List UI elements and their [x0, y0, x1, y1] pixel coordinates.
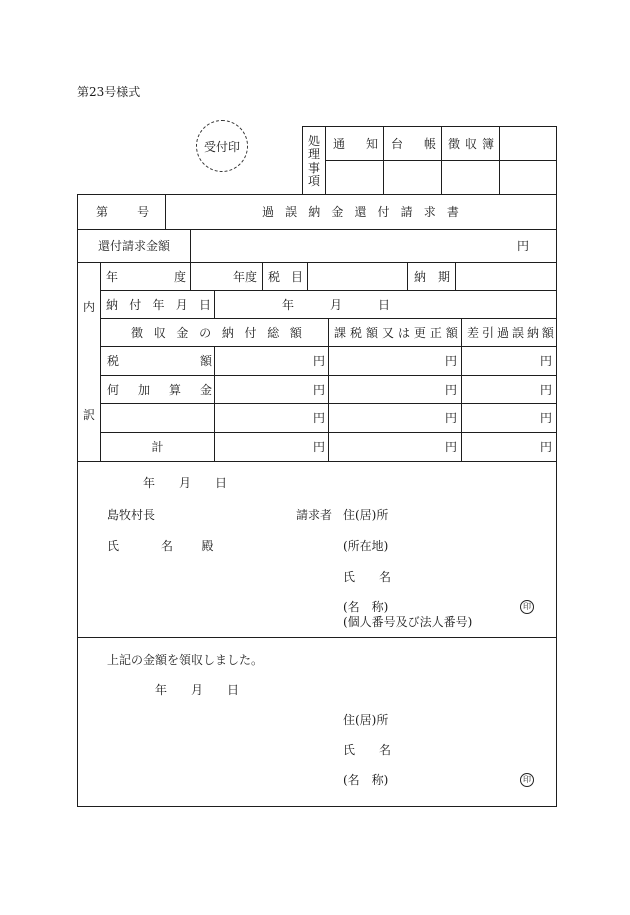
- breakdown-label-cell: [77, 262, 101, 462]
- label-character: 月: [175, 297, 188, 312]
- processing-label-cell: [302, 126, 326, 195]
- table-cell: [328, 432, 462, 462]
- label-character: 訳: [82, 408, 95, 422]
- label-character: 正: [429, 325, 442, 340]
- row-tax-amount-label-cell: [100, 346, 215, 376]
- addressee-office: 島牧村長: [107, 508, 156, 522]
- tax-item-field: [307, 262, 408, 291]
- table-cell: [328, 346, 462, 376]
- label-character: 引: [481, 325, 494, 340]
- due-label: [414, 270, 450, 284]
- label-character: 何: [107, 382, 120, 397]
- label-character: 差: [467, 325, 480, 340]
- label-character: 内: [82, 300, 95, 314]
- receipt-address-label: 住(居)所: [343, 713, 389, 727]
- processing-field-blank: [499, 160, 557, 195]
- fiscal-year-label: [106, 270, 186, 284]
- label-character: 誤: [285, 205, 298, 219]
- processing-field-collection-book: [441, 160, 500, 195]
- table-cell: [214, 375, 329, 404]
- tax-item-label-cell: [262, 262, 308, 291]
- yen-unit: 円: [312, 354, 325, 368]
- label-character: 更: [413, 325, 426, 340]
- label-character: 額: [541, 325, 554, 340]
- yen-unit: 円: [539, 440, 552, 454]
- row-total-label: 計: [151, 440, 164, 454]
- row-blank-label-cell: [100, 403, 215, 433]
- label-character: 税: [268, 269, 281, 284]
- label-character: 過: [496, 325, 509, 340]
- label-character: 納: [106, 297, 119, 312]
- breakdown-label: [78, 301, 100, 422]
- processing-label: [303, 135, 325, 188]
- label-character: 還: [354, 205, 367, 219]
- addressee-name: 氏 名 殿: [107, 539, 216, 553]
- processing-header-blank: [499, 126, 557, 161]
- processing-header-collection-book-label: [448, 137, 494, 151]
- processing-header-ledger-label: [391, 137, 436, 151]
- table-cell: [214, 346, 329, 376]
- label-character: 金: [199, 382, 212, 397]
- yen-unit: 円: [312, 440, 325, 454]
- label-character: 付: [377, 205, 390, 219]
- table-cell: [328, 403, 462, 433]
- yen-unit: 円: [539, 382, 552, 397]
- label-character: は: [397, 325, 410, 340]
- claimant-seal-mark: [520, 600, 534, 614]
- receipt-name-label: 氏 名: [343, 743, 392, 757]
- label-character: 度: [173, 269, 186, 284]
- receipt-date: 年 月 日: [155, 683, 240, 697]
- claimant-seal-label: 印: [523, 602, 531, 611]
- label-character: 書: [446, 205, 459, 219]
- column-header-overpaid-label: [467, 326, 554, 340]
- receipt-section: [77, 637, 557, 807]
- label-character: 請: [400, 205, 413, 219]
- table-cell: [461, 432, 557, 462]
- table-cell: [214, 403, 329, 433]
- claimant-label: 請求者: [296, 508, 333, 522]
- yen-unit: 円: [444, 411, 457, 425]
- yen-unit: 円: [444, 440, 457, 454]
- column-header-total-paid-label: [131, 326, 302, 340]
- payment-date-value: 年 月 日: [282, 297, 391, 312]
- label-character: 徴: [448, 136, 461, 151]
- label-character: 通: [333, 136, 346, 151]
- label-character: 簿: [481, 136, 494, 151]
- yen-unit: 円: [444, 382, 457, 397]
- fiscal-year-field: [190, 262, 263, 291]
- label-character: 目: [290, 269, 303, 284]
- label-character: の: [199, 325, 212, 340]
- label-character: 額: [365, 325, 378, 340]
- label-character: 収: [153, 325, 166, 340]
- refund-amount-field: [190, 229, 557, 263]
- label-character: 処: [307, 134, 320, 148]
- label-character: 年: [106, 269, 119, 284]
- label-character: 総: [267, 325, 280, 340]
- receipt-seal-label: 印: [523, 775, 531, 784]
- label-character: 納: [308, 205, 321, 219]
- table-cell: [214, 432, 329, 462]
- refund-amount-label: 還付請求金額: [97, 239, 170, 253]
- column-header-total-paid: [100, 318, 329, 347]
- table-cell: [461, 346, 557, 376]
- yen-unit: 円: [312, 411, 325, 425]
- label-character: 額: [445, 325, 458, 340]
- row-tax-amount-label: [107, 354, 212, 368]
- label-character: 求: [423, 205, 436, 219]
- label-character: 期: [437, 269, 450, 284]
- label-character: 事: [307, 160, 320, 175]
- reception-stamp: [196, 120, 248, 172]
- page-title: [262, 205, 459, 219]
- number-label: 第 号: [96, 205, 151, 219]
- yen-unit: 円: [539, 411, 552, 425]
- table-cell: [328, 375, 462, 404]
- receipt-corp-name-label: (名 称): [343, 773, 389, 787]
- reception-stamp-label: 受付印: [203, 139, 240, 154]
- label-character: 税: [349, 325, 362, 340]
- label-character: 納: [414, 269, 427, 284]
- fiscal-year-suffix: 年度: [232, 269, 257, 284]
- yen-unit: 円: [444, 354, 457, 368]
- label-character: 納: [221, 325, 234, 340]
- refund-amount-unit: 円: [516, 239, 529, 253]
- label-character: 額: [199, 354, 212, 368]
- label-character: 年: [152, 297, 165, 312]
- row-surcharge-label-cell: [100, 375, 215, 404]
- payment-date-label: [106, 298, 211, 312]
- label-character: 金: [176, 325, 189, 340]
- receipt-statement: 上記の金額を領収しました。: [107, 653, 264, 667]
- form-number: 第23号様式: [77, 85, 141, 99]
- table-cell: [461, 375, 557, 404]
- number-cell: [77, 194, 166, 230]
- claimant-name-label: 氏 名: [343, 570, 392, 584]
- label-character: 加: [137, 382, 150, 397]
- due-label-cell: [407, 262, 456, 291]
- payment-date-field: [214, 290, 557, 319]
- processing-header-notice-label: [333, 137, 378, 151]
- processing-header-ledger: [383, 126, 442, 161]
- row-surcharge-label: [107, 383, 212, 397]
- label-character: 税: [107, 354, 120, 368]
- label-character: 収: [464, 136, 477, 151]
- label-character: 付: [129, 297, 142, 312]
- claim-section: [77, 461, 557, 638]
- table-cell: [461, 403, 557, 433]
- label-character: 台: [391, 136, 404, 151]
- label-character: 過: [262, 205, 275, 219]
- label-character: 徴: [131, 325, 144, 340]
- receipt-seal-mark: [520, 773, 534, 787]
- label-character: 額: [289, 325, 302, 340]
- label-character: 付: [244, 325, 257, 340]
- payment-date-label-cell: [100, 290, 215, 319]
- label-character: 帳: [423, 136, 436, 151]
- column-header-assessed: [328, 318, 462, 347]
- fiscal-year-label-cell: [100, 262, 191, 291]
- due-field: [455, 262, 557, 291]
- processing-header-notice: [325, 126, 384, 161]
- yen-unit: 円: [312, 382, 325, 397]
- label-character: 課: [334, 325, 347, 340]
- label-character: 項: [307, 173, 320, 188]
- processing-field-notice: [325, 160, 384, 195]
- claimant-address-label: 住(居)所: [343, 508, 389, 522]
- label-character: 算: [168, 382, 181, 397]
- processing-header-collection-book: [441, 126, 500, 161]
- refund-amount-label-cell: [77, 229, 191, 263]
- column-header-assessed-label: [334, 326, 458, 340]
- label-character: 金: [331, 205, 344, 219]
- claimant-id-label: (個人番号及び法人番号): [343, 615, 473, 629]
- label-character: 知: [365, 136, 378, 151]
- tax-item-label: [268, 270, 303, 284]
- row-total-label-cell: [100, 432, 215, 462]
- label-character: 納: [526, 325, 539, 340]
- claim-date: 年 月 日: [143, 476, 228, 490]
- label-character: 誤: [511, 325, 524, 340]
- title-cell: [165, 194, 557, 230]
- label-character: 又: [381, 325, 394, 340]
- claimant-location-label: (所在地): [343, 539, 389, 553]
- column-header-overpaid: [461, 318, 557, 347]
- label-character: 日: [198, 297, 211, 312]
- claimant-corp-name-label: (名 称): [343, 600, 389, 614]
- label-character: 理: [307, 147, 320, 162]
- processing-field-ledger: [383, 160, 442, 195]
- yen-unit: 円: [539, 354, 552, 368]
